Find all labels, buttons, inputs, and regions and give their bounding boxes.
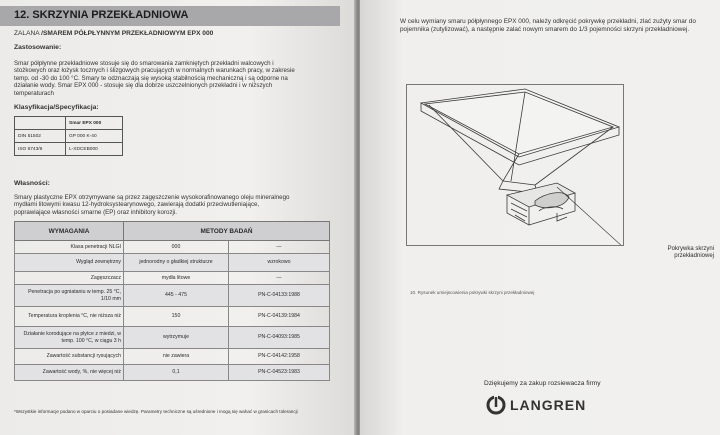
thanks-text: Dziękujemy za zakup rozsiewacza firmy [484,380,601,387]
klasyfikacja-heading: Klasyfikacja/Specyfikacja: [14,104,99,111]
cover-callout-label: Pokrywka skrzyni przekładniowej [667,246,714,260]
table-row: Temperatura kroplenia °C, nie niższa niż 150 PN-C-04139:1984 [15,307,330,327]
table-row: Zawartość substancji rysujących nie zawiera PN-C-04142:1958 [15,349,330,365]
table-row: Zawartość wody, %, nie więcej niż 0,1 PN-C-04523:1983 [15,365,330,381]
properties-header-row [15,222,330,241]
langren-mark-icon [484,394,508,416]
callout-leader [557,187,623,245]
brand-name: LANGREN [510,397,587,413]
lead-line: ZALANA /SMAREM PÓŁPŁYNNYM PRZEKŁADNIOWYM EPX 000 [14,30,214,37]
wlasnosci-text: Smary plastyczne EPX otrzymywane są przez zagęszczenie wysokorafinowanego oleju mineralnego mydłami litowymi kwasu 12-hydroksystearynowego, zawierają dodatki przeciwutleniające, poprawiające własności smarne (EP) oraz inhibitory korozji. [14,194,290,216]
right-page [360,0,720,435]
footnote: *Wszystkie informacje podano w oparciu o posiadane wiedzę. Parametry techniczne są uśrednione i mogą się wahać w granicach tolerancji [14,409,298,414]
zastosowanie-heading: Zastosowanie: [14,44,62,51]
table-row: Zagęszczacz mydła litowe — [15,272,330,285]
section-title: 12. SKRZYNIA PRZEKŁADNIOWA [14,9,189,21]
header-wymagania: WYMAGANIA [15,222,124,241]
properties-table [14,221,330,381]
wlasnosci-heading: Własności: [14,180,50,187]
spec-row: ISO 6743/9 L-XDCEB000 [15,143,123,156]
left-page [0,0,356,435]
langren-logo [484,394,614,416]
table-row: Klasa penetracji NLGI 000 — [15,241,330,254]
gearbox-drawing [407,85,623,245]
spec-table [14,116,123,156]
header-metody: METODY BADAŃ [124,222,330,241]
instruction-paragraph: W celu wymiany smaru półpłynnego EPX 000, należy odkręcić pokrywkę przekładni, zlać zużyty smar do pojemnika (zutylizować), a następnie zalać nowym smarem do 1/3 pojemności skrzyni przekładniowej. [400,18,696,34]
figure-caption: 10. Rysunek umiejscowienia pokrywki skrzyni przekładniowej [410,290,535,295]
spec-header-row: Smar EPX 000 [15,117,123,130]
lead-product: /SMAREM PÓŁPŁYNNYM PRZEKŁADNIOWYM EPX 000 [41,30,214,37]
figure-frame [406,84,624,246]
zastosowanie-text: Smar półpłynne przekładniowe stosuje się do smarowania zamkniętych przekładni walcowych i stożkowych oraz łożysk tocznych i ślizgowych pracujących w normalnych warunkach pracy, w zakresie temp. od -30 do 100 °C. Smary te odznaczają się wysoką stabilnością mechaniczną i są odporne na działanie wody. Smar EPX 000 - stosuje się dla dobrze uszczelnionych przekładni i w niższych temperaturach [14,60,295,97]
section-title-bar [0,6,340,26]
spec-row: DIN 51502 GP 000 K-40 [15,130,123,143]
table-row: Działanie korodujące na płytce z miedzi, w temp. 100 °C, w ciągu 3 h wytrzymuje PN-C-04093:1985 [15,327,330,349]
table-row: Wygląd zewnętrzny jednorodny o gładkiej strukturze wzrokowo [15,254,330,272]
table-row: Penetracja po ugniataniu w temp. 25 °C, 1/10 mm 445 - 475 PN-C-04133:1988 [15,285,330,307]
